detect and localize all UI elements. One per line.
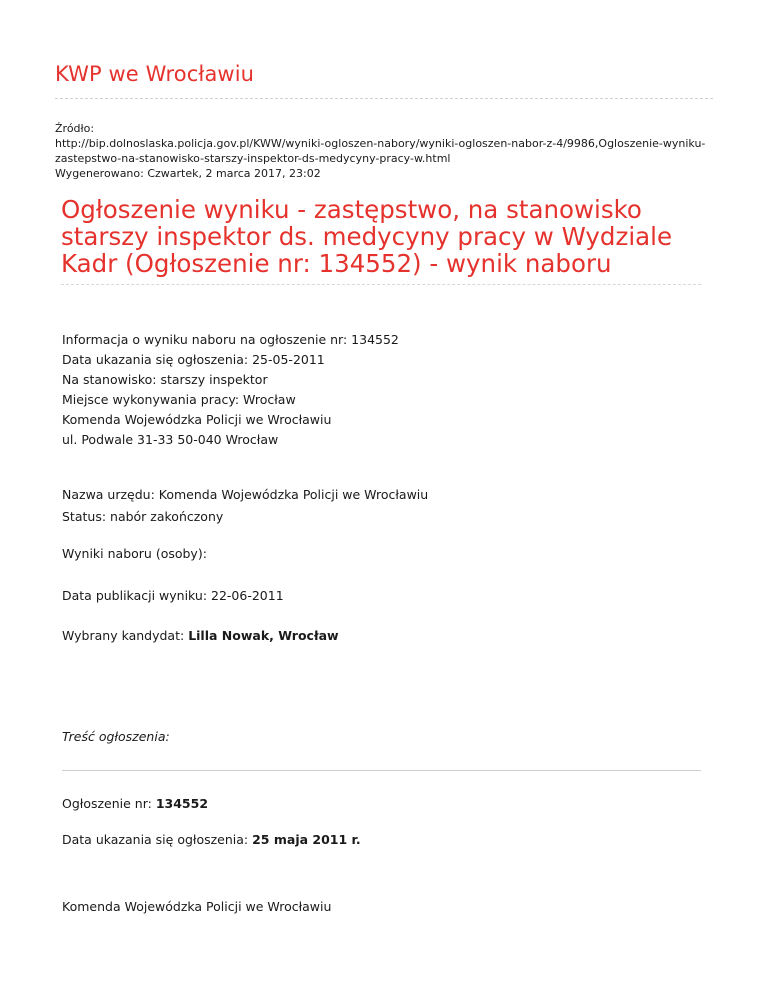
info-line-organization: Komenda Wojewódzka Policji we Wrocławiu — [62, 412, 332, 427]
content-divider — [62, 770, 701, 771]
selected-candidate — [62, 626, 339, 646]
selected-candidate-value: Lilla Nowak, Wrocław — [188, 628, 339, 643]
ad-number-value: 134552 — [155, 796, 209, 811]
ad-date-label: Data ukazania się ogłoszenia: — [62, 832, 253, 847]
results-label: Wyniki naboru (osoby): — [62, 546, 207, 561]
ad-date-value: 25 maja 2011 r. — [252, 832, 361, 847]
ad-date — [62, 830, 361, 850]
source-url-line-1: http://bip.dolnoslaska.policja.gov.pl/KWW/wyniki-ogloszen-nabory/wyniki-ogloszen-nabor-z-4/9986,Ogloszenie-wyniku- — [55, 137, 706, 150]
result-publication-date: Data publikacji wyniku: 22-06-2011 — [62, 588, 284, 603]
info-line-position: Na stanowisko: starszy inspektor — [62, 372, 268, 387]
info-line-announcement-number: Informacja o wyniku naboru na ogłoszenie nr: 134552 — [62, 332, 399, 347]
ad-number — [62, 794, 208, 814]
office-name: Nazwa urzędu: Komenda Wojewódzka Policji we Wrocławiu — [62, 487, 429, 502]
header-divider — [55, 98, 713, 99]
content-heading: Treść ogłoszenia: — [62, 729, 170, 744]
document-title: Ogłoszenie wyniku - zastępstwo, na stanowisko starszy inspektor ds. medycyny pracy w Wydziale Kadr (Ogłoszenie nr: 134552) - wynik naboru — [61, 195, 673, 278]
source-url-line-2: zastepstwo-na-stanowisko-starszy-inspektor-ds-medycyny-pracy-w.html — [55, 152, 451, 165]
info-line-publication-date: Data ukazania się ogłoszenia: 25-05-2011 — [62, 352, 325, 367]
generated-timestamp: Wygenerowano: Czwartek, 2 marca 2017, 23:02 — [55, 167, 321, 180]
source-metadata — [55, 121, 720, 181]
recruitment-status: Status: nabór zakończony — [62, 509, 224, 524]
info-line-address: ul. Podwale 31-33 50-040 Wrocław — [62, 432, 279, 447]
info-line-workplace: Miejsce wykonywania pracy: Wrocław — [62, 392, 296, 407]
selected-candidate-label: Wybrany kandydat: — [62, 628, 189, 643]
site-title: KWP we Wrocławiu — [55, 62, 255, 86]
info-block — [62, 330, 399, 450]
ad-number-label: Ogłoszenie nr: — [62, 796, 156, 811]
title-divider — [61, 284, 701, 285]
source-label: Źródło: — [55, 122, 95, 135]
ad-organization: Komenda Wojewódzka Policji we Wrocławiu — [62, 899, 332, 914]
